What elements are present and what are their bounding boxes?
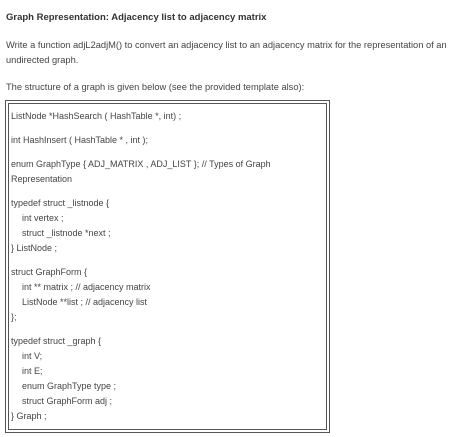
code-line: int vertex ; [22, 213, 64, 223]
code-block [11, 109, 271, 424]
code-line: struct GraphForm { [11, 267, 88, 277]
code-line: int V; [22, 351, 43, 361]
code-line: enum GraphType { ADJ_MATRIX , ADJ_LIST }; // Types of Graph [11, 159, 271, 169]
code-box [5, 100, 330, 433]
code-line: int HashInsert ( HashTable * , int ); [11, 135, 149, 145]
code-line: typedef struct _graph { [11, 336, 102, 346]
code-box-inner [8, 103, 327, 430]
code-line: struct GraphForm adj ; [22, 396, 113, 406]
code-line: ListNode *HashSearch ( HashTable *, int) ; [11, 111, 182, 121]
code-line: ListNode **list ; // adjacency list [22, 297, 148, 307]
code-line: int ** matrix ; // adjacency matrix [22, 282, 151, 292]
intro-line-2: undirected graph. [6, 55, 79, 65]
intro-line-1: Write a function adjL2adjM() to convert an adjacency list to an adjacency matrix for the representation of an [6, 40, 447, 50]
code-line: } ListNode ; [11, 243, 58, 253]
code-line: struct _listnode *next ; [22, 228, 111, 238]
code-line: enum GraphType type ; [22, 381, 117, 391]
code-line: typedef struct _listnode { [11, 198, 110, 208]
code-line: int E; [22, 366, 43, 376]
code-line: }; [11, 312, 17, 322]
code-line: } Graph ; [11, 411, 47, 421]
intro-paragraph [6, 38, 468, 68]
code-line: Representation [11, 174, 73, 184]
structure-paragraph: The structure of a graph is given below (see the provided template also): [6, 82, 305, 92]
question-heading: Graph Representation: Adjacency list to adjacency matrix [6, 12, 267, 23]
